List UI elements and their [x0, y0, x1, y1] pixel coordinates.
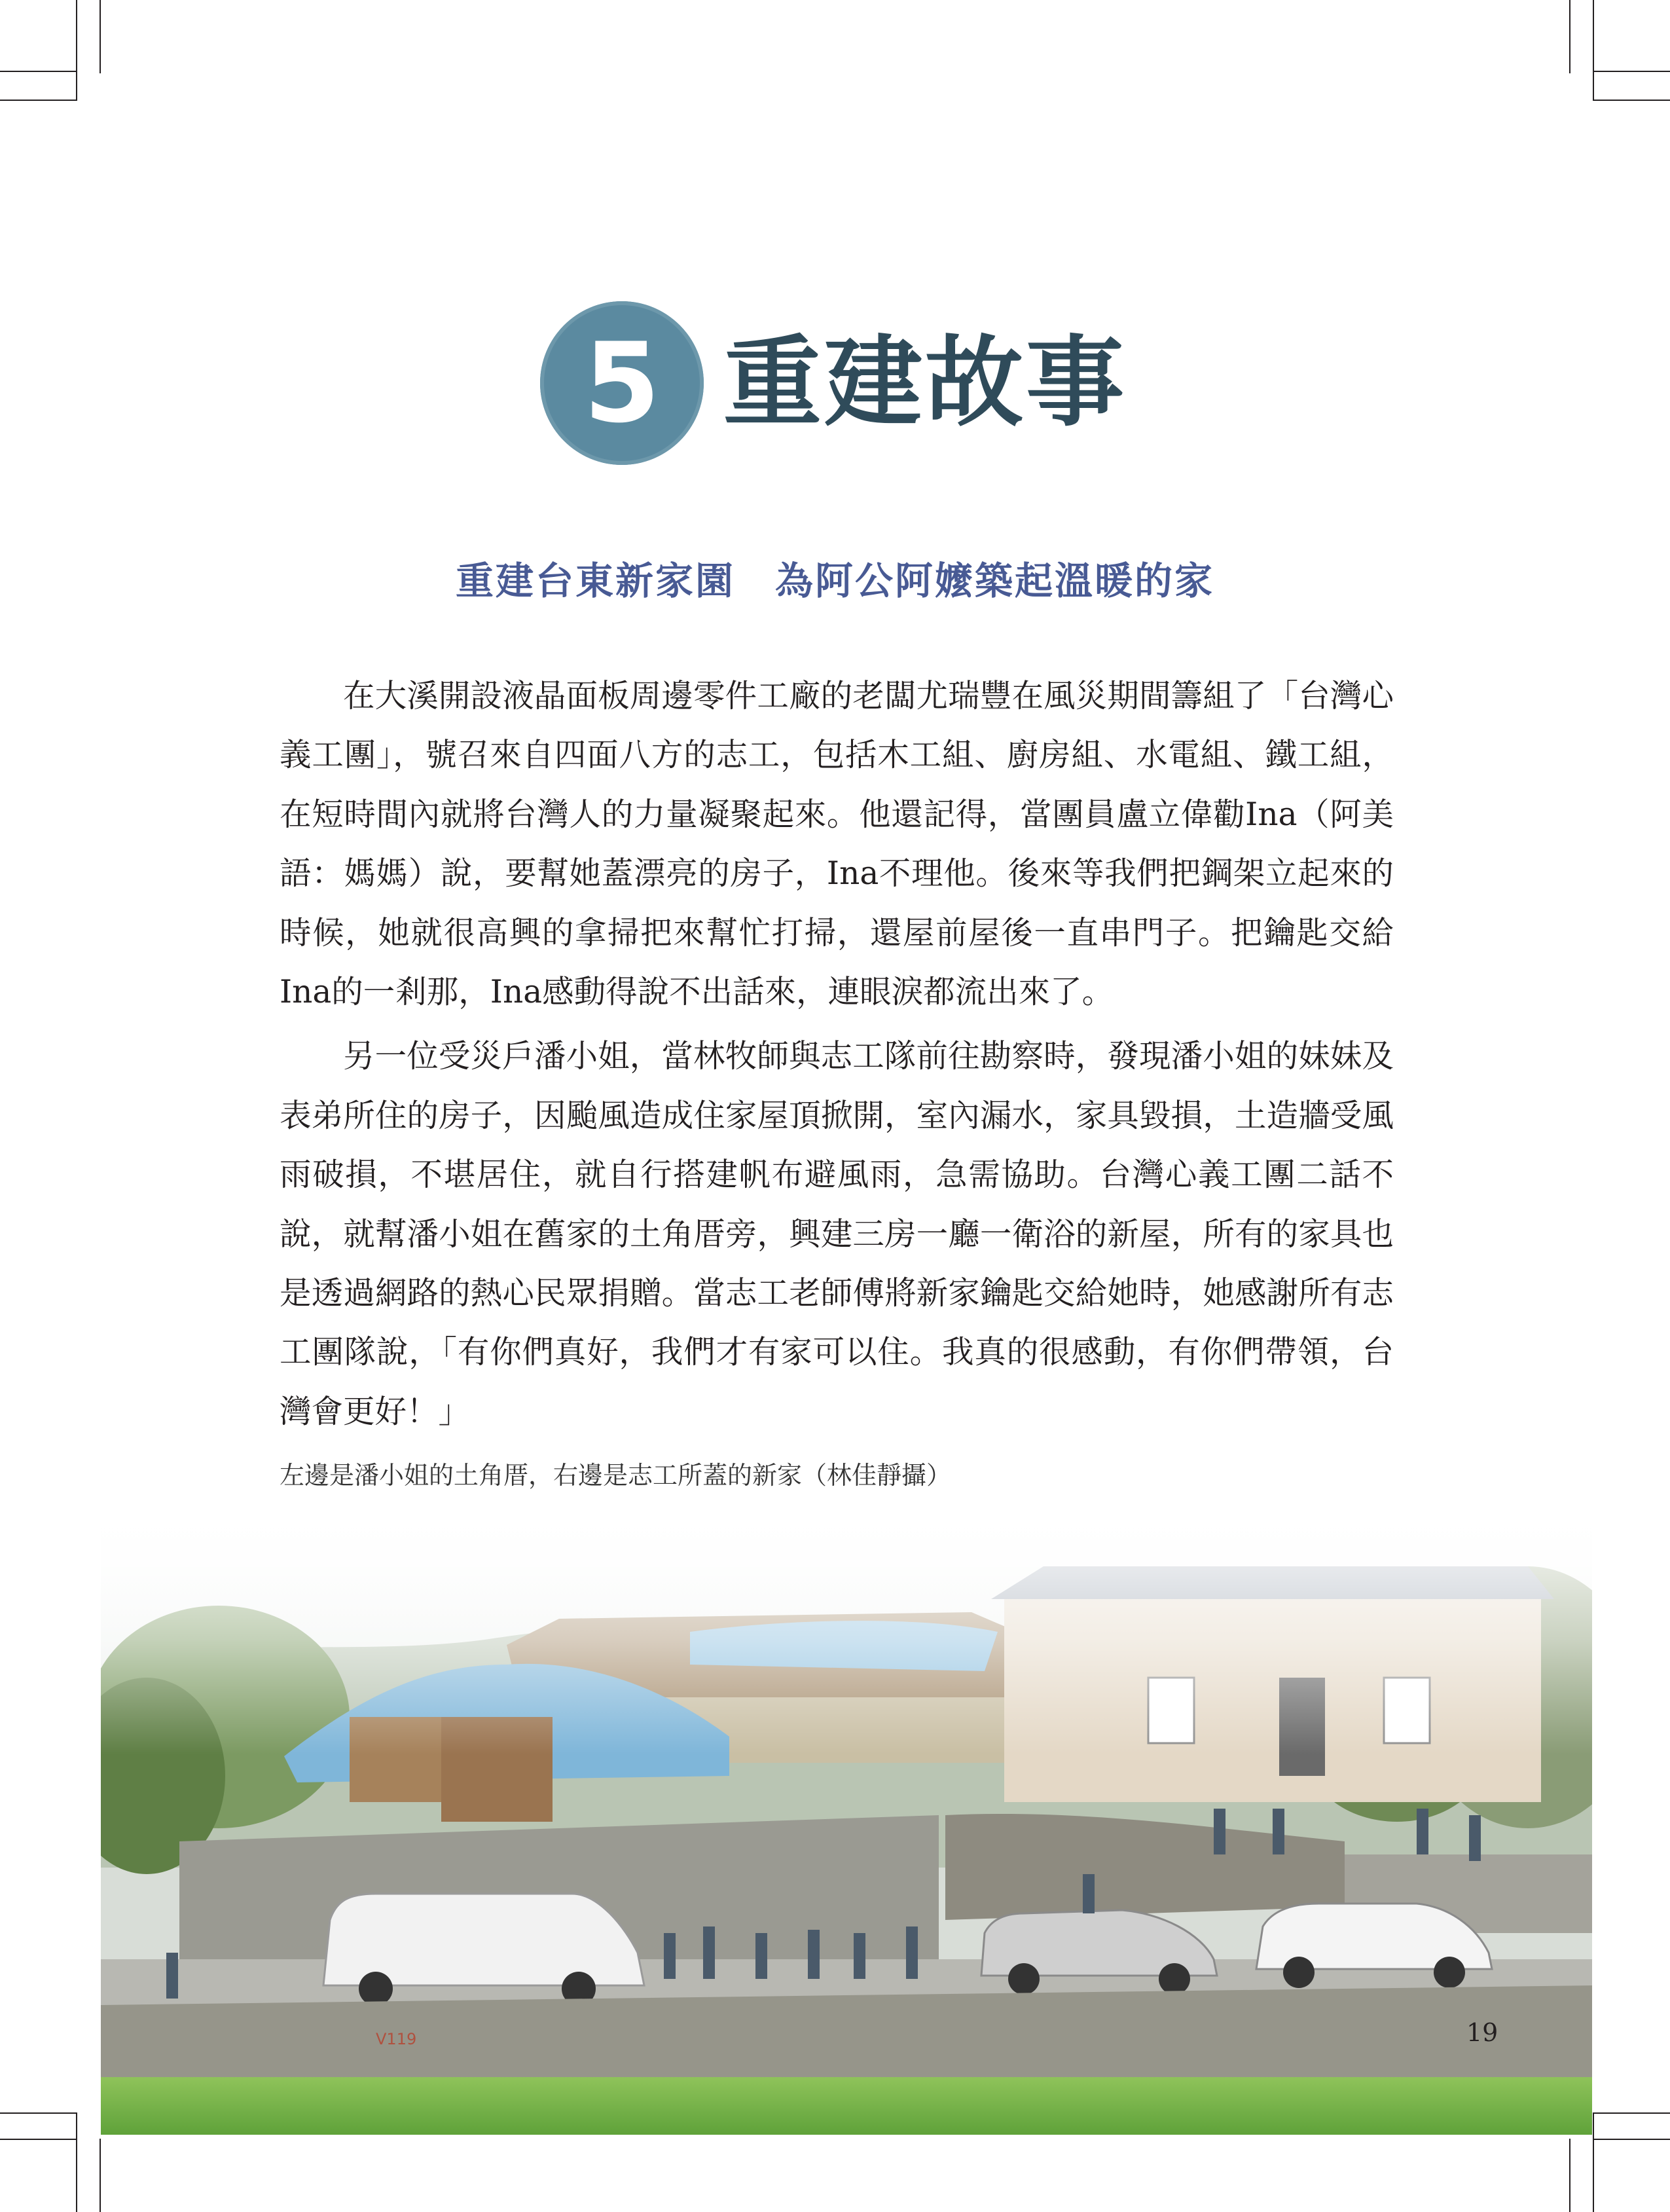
crop-mark [0, 100, 77, 101]
photo-caption: 左邊是潘小姐的土角厝，右邊是志工所蓋的新家（林佳靜攝） [280, 1461, 952, 1490]
page-number: 19 [1466, 2018, 1498, 2047]
photo-houses [101, 1501, 1592, 2135]
crop-mark [1593, 0, 1594, 100]
crop-mark [0, 2139, 77, 2140]
crop-mark [1593, 71, 1670, 72]
crop-mark [0, 71, 77, 72]
crop-mark [1593, 100, 1670, 101]
chapter-heading [540, 301, 1127, 465]
crop-mark [1593, 2139, 1670, 2140]
crop-mark [1593, 2112, 1594, 2212]
article-body [280, 667, 1394, 1447]
crop-mark [76, 0, 77, 100]
crop-mark [1569, 0, 1570, 73]
crop-mark [100, 2139, 101, 2212]
paragraph: 另一位受災戶潘小姐，當林牧師與志工隊前往勘察時，發現潘小姐的妹妹及表弟所住的房子，因颱風造成住家屋頂掀開，室內漏水，家具毀損，土造牆受風雨破損，不堪居住，就自行搭建帆布避風雨，急需協助。台灣心義工團二話不說，就幫潘小姐在舊家的土角厝旁，興建三房一廳一衛浴的新屋，所有的家具也是透過網路的熱心民眾捐贈。當志工老師傅將新家鑰匙交給她時，她感謝所有志工團隊說，「有你們真好，我們才有家可以住。我真的很感動，有你們帶領，台灣會更好！」 [280, 1038, 1394, 1430]
crop-mark [76, 2112, 77, 2212]
article-subtitle: 重建台東新家園 為阿公阿嬤築起溫暖的家 [455, 559, 1214, 603]
crop-mark [0, 2112, 77, 2114]
crop-mark [100, 0, 101, 73]
crop-mark [1593, 2112, 1670, 2114]
paragraph: 在大溪開設液晶面板周邊零件工廠的老闆尤瑞豐在風災期間籌組了「台灣心義工團」，號召來自四面八方的志工，包括木工組、廚房組、水電組、鐵工組，在短時間內就將台灣人的力量凝聚起來。他還記得，當團員盧立偉勸Ina（阿美語：媽媽）說，要幫她蓋漂亮的房子，Ina不理他。後來等我們把鋼架立起來的時候，她就很高興的拿掃把來幫忙打掃，還屋前屋後一直串門子。把鑰匙交給Ina的一剎那，Ina感動得說不出話來，連眼淚都流出來了。 [280, 678, 1394, 1011]
crop-mark [1569, 2139, 1570, 2212]
chapter-title: 重建故事 [723, 326, 1127, 440]
chapter-number-badge: 5 [540, 301, 704, 465]
